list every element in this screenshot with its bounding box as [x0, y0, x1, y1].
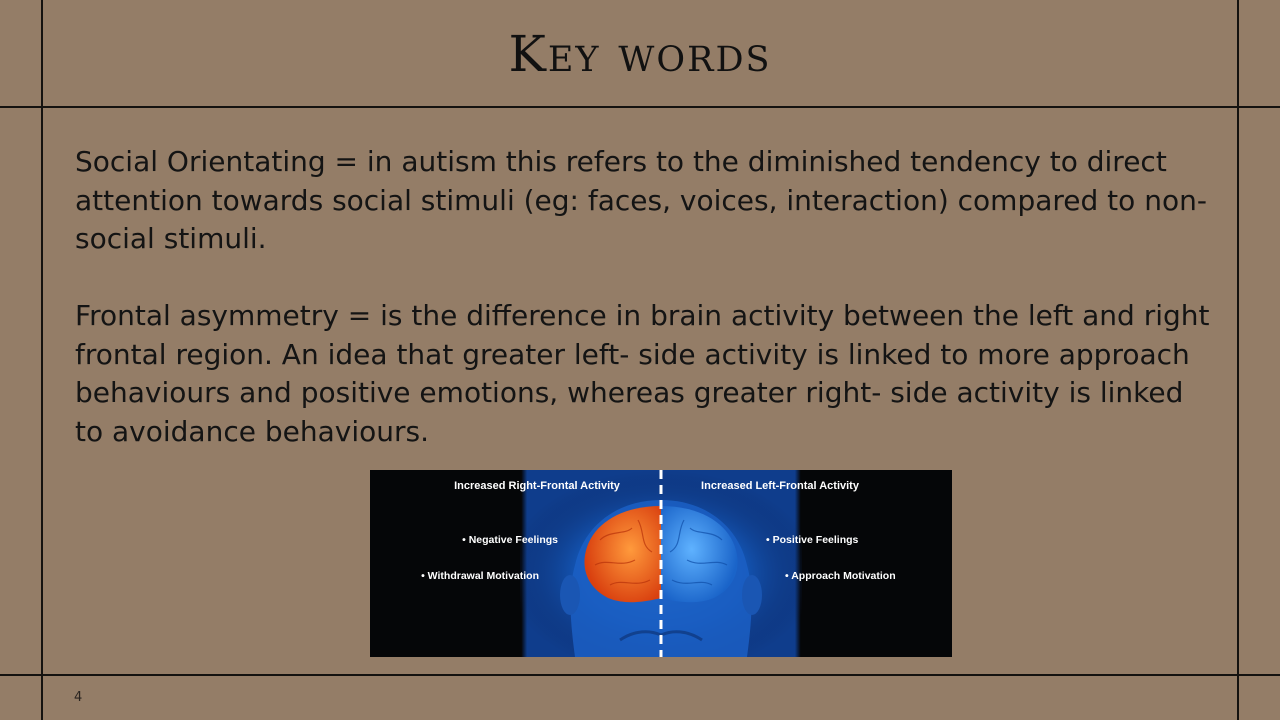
- page-number: 4: [74, 690, 83, 705]
- left-heading: Increased Right-Frontal Activity: [454, 480, 620, 492]
- right-border-line: [1237, 0, 1239, 720]
- positive-feelings-label: • Positive Feelings: [766, 534, 859, 546]
- definition-social-orientating: Social Orientating = in autism this refers to the diminished tendency to direct attention towards social stimuli (eg: faces, voices, interaction) compared to non- social stimuli.: [75, 145, 1207, 255]
- left-border-line: [41, 0, 43, 720]
- right-heading: Increased Left-Frontal Activity: [701, 480, 859, 492]
- approach-motivation-label: • Approach Motivation: [785, 570, 896, 582]
- right-ear: [742, 575, 762, 615]
- withdrawal-motivation-label: • Withdrawal Motivation: [421, 570, 539, 582]
- title-divider-line: [0, 106, 1280, 108]
- frontal-asymmetry-figure: [370, 470, 952, 657]
- footer-divider-line: [0, 674, 1280, 676]
- definition-frontal-asymmetry: Frontal asymmetry = is the difference in brain activity between the left and right frontal region. An idea that greater left- side activity is linked to more approach behaviours and positive emotions, whereas greater right- side activity is linked to avoidance behaviours.: [75, 299, 1210, 448]
- left-ear: [560, 575, 580, 615]
- slide-title: Key words: [508, 25, 772, 83]
- negative-feelings-label: • Negative Feelings: [462, 534, 558, 546]
- brain-illustration: [370, 470, 952, 657]
